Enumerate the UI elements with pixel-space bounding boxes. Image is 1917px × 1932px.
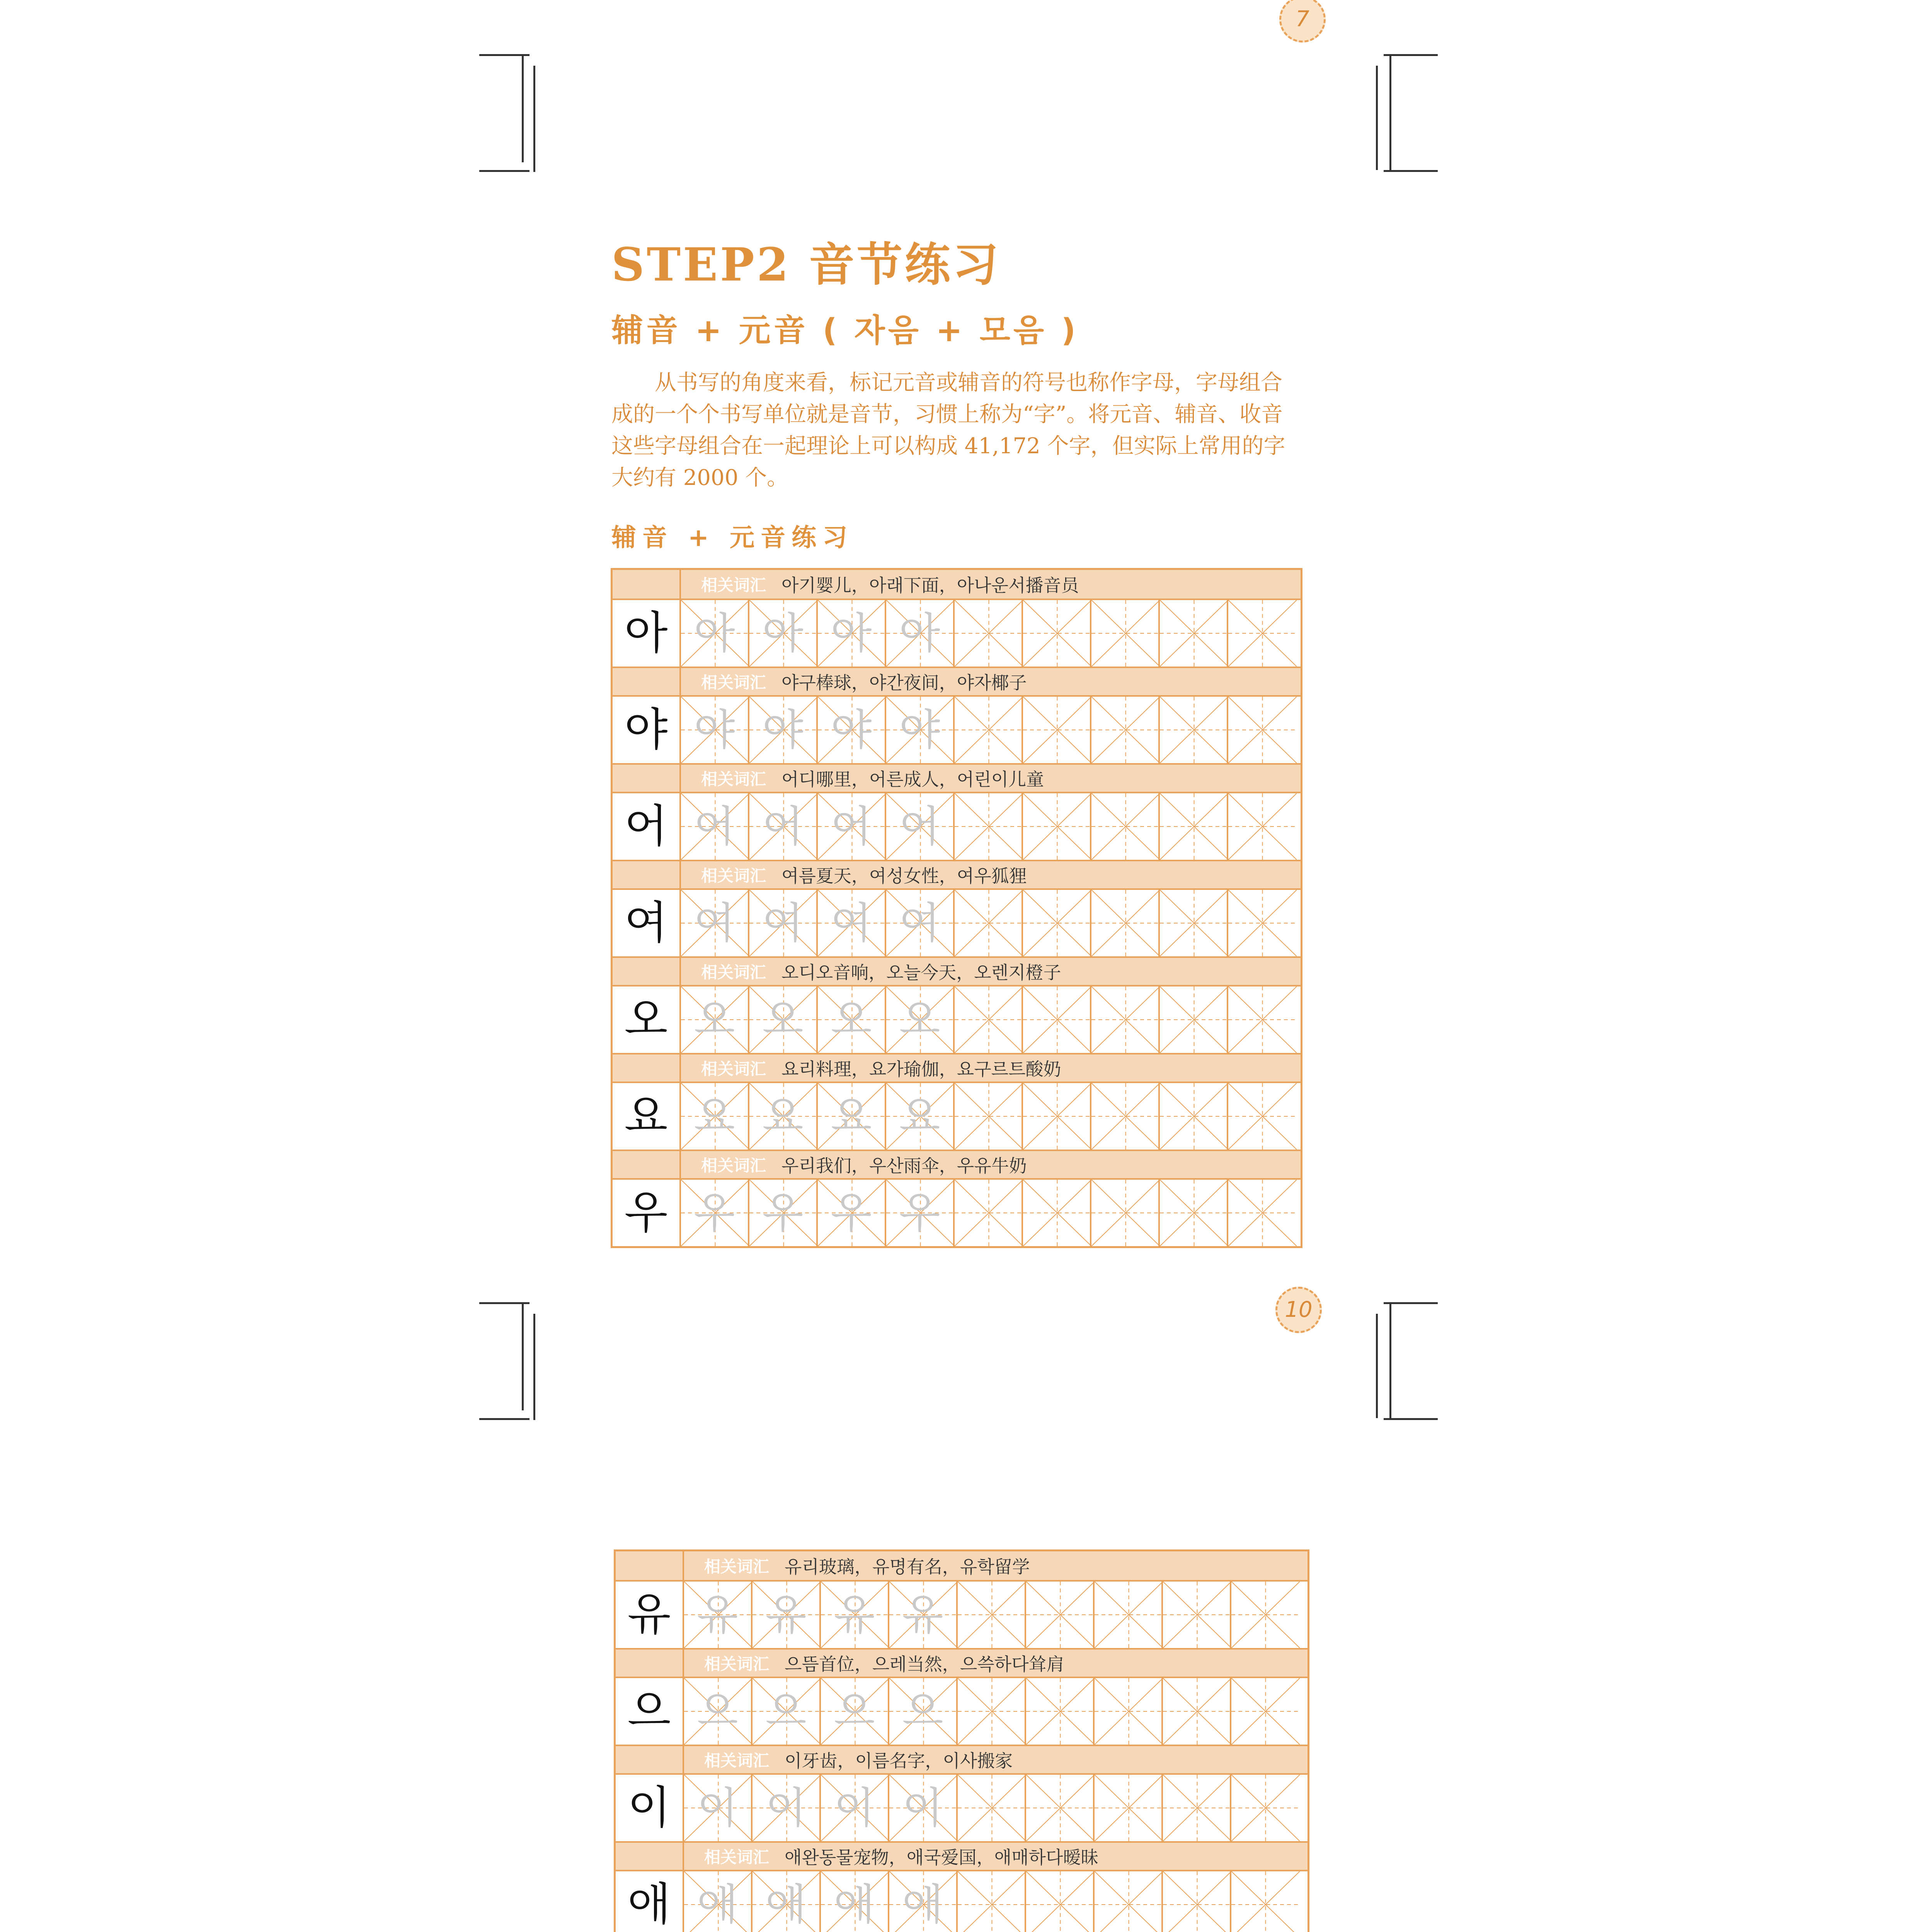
vocab-text: 오디오音响，오늘今天，오렌지橙子 — [781, 962, 1061, 983]
writing-grid-row — [616, 1580, 1308, 1648]
blank-practice-cell[interactable] — [1160, 1083, 1228, 1150]
blank-practice-cell[interactable] — [955, 890, 1023, 956]
blank-practice-cell[interactable] — [1095, 1871, 1163, 1932]
grid-guide-lines — [1023, 1083, 1091, 1150]
writing-grid-row — [613, 985, 1301, 1053]
vocab-tag: 相关词汇 — [704, 1751, 770, 1770]
blank-practice-cell[interactable] — [1163, 1678, 1231, 1745]
trace-syllable: 유 — [765, 1590, 807, 1639]
blank-practice-cell[interactable] — [1091, 697, 1160, 763]
model-syllable-cell — [616, 1678, 684, 1745]
writing-grid-row — [616, 1870, 1308, 1932]
trace-cell[interactable] — [681, 986, 749, 1053]
grid-guide-lines — [1228, 1083, 1297, 1150]
page-10 — [0, 1297, 1917, 1930]
blank-practice-cell[interactable] — [1091, 600, 1160, 667]
trace-syllable: 우 — [899, 1188, 940, 1238]
trace-syllable: 애 — [765, 1880, 807, 1929]
model-syllable-cell — [613, 1083, 681, 1150]
grid-guide-lines — [1023, 697, 1091, 763]
blank-practice-cell[interactable] — [1095, 1775, 1163, 1841]
grid-guide-lines — [1160, 793, 1228, 860]
blank-practice-cell[interactable] — [1023, 697, 1091, 763]
grid-guide-lines — [1231, 1775, 1300, 1841]
practice-row — [613, 667, 1301, 763]
model-syllable: 으 — [627, 1685, 671, 1737]
trace-syllable: 으 — [902, 1687, 943, 1736]
blank-practice-cell[interactable] — [1026, 1871, 1095, 1932]
grid-guide-lines — [1095, 1678, 1163, 1745]
practice-row — [616, 1551, 1308, 1648]
grid-guide-lines — [1023, 793, 1091, 860]
grid-guide-lines — [1091, 793, 1160, 860]
trace-syllable: 으 — [697, 1687, 738, 1736]
grid-guide-lines — [1091, 1180, 1160, 1246]
grid-guide-lines — [955, 600, 1023, 667]
blank-practice-cell[interactable] — [1228, 890, 1297, 956]
page-number-badge: 7 — [1279, 0, 1326, 43]
trace-syllable: 오 — [762, 995, 804, 1044]
trace-cell[interactable] — [749, 986, 818, 1053]
trace-syllable: 야 — [694, 705, 735, 755]
grid-guide-lines — [1228, 1180, 1297, 1246]
vocab-tag: 相关词汇 — [701, 866, 766, 885]
writing-grid-row — [616, 1677, 1308, 1745]
grid-guide-lines — [958, 1582, 1026, 1648]
trace-cell[interactable] — [749, 600, 818, 667]
vocab-tag: 相关词汇 — [701, 1060, 766, 1078]
trace-cell[interactable] — [752, 1678, 821, 1745]
grid-guide-lines — [1095, 1775, 1163, 1841]
grid-guide-lines — [1095, 1582, 1163, 1648]
trace-cell[interactable] — [821, 1582, 889, 1648]
trace-cell[interactable] — [818, 1083, 886, 1150]
blank-practice-cell[interactable] — [955, 1180, 1023, 1246]
header-spacer — [616, 1551, 684, 1580]
grid-guide-lines — [955, 986, 1023, 1053]
trace-cell[interactable] — [749, 697, 818, 763]
trace-syllable: 여 — [694, 898, 735, 948]
grid-guide-lines — [1228, 697, 1297, 763]
vocab-text: 우리我们，우산雨伞，우유牛奶 — [781, 1155, 1027, 1176]
vocab-tag: 相关词汇 — [704, 1655, 770, 1673]
grid-guide-lines — [1228, 986, 1297, 1053]
trace-cell[interactable] — [681, 1180, 749, 1246]
blank-practice-cell[interactable] — [1023, 890, 1091, 956]
vocab-text: 으뜸首位，으레当然，으쓱하다耸肩 — [785, 1654, 1064, 1675]
model-syllable: 이 — [627, 1782, 671, 1834]
trace-cell[interactable] — [886, 600, 955, 667]
vocab-text: 이牙齿，이름名字，이사搬家 — [785, 1750, 1013, 1771]
trace-syllable: 야 — [762, 705, 804, 755]
header-spacer — [616, 1650, 684, 1677]
header-spacer — [613, 570, 681, 599]
trace-cell[interactable] — [749, 1180, 818, 1246]
trace-cell[interactable] — [818, 986, 886, 1053]
grid-guide-lines — [955, 697, 1023, 763]
trace-cell[interactable] — [681, 697, 749, 763]
grid-guide-lines — [958, 1678, 1026, 1745]
trace-cell[interactable] — [684, 1678, 752, 1745]
blank-practice-cell[interactable] — [1026, 1582, 1095, 1648]
trace-syllable: 우 — [831, 1188, 872, 1238]
blank-practice-cell[interactable] — [1023, 1180, 1091, 1246]
vocab-tag: 相关词汇 — [704, 1848, 770, 1867]
page-title: STEP2 音节练习 — [611, 238, 1001, 291]
header-spacer — [613, 1151, 681, 1178]
trace-syllable: 어 — [899, 802, 940, 851]
grid-guide-lines — [1026, 1871, 1095, 1932]
vocab-tag: 相关词汇 — [701, 1156, 766, 1175]
vocab-header — [616, 1841, 1308, 1870]
vocab-tag: 相关词汇 — [701, 673, 766, 692]
trace-syllable: 우 — [694, 1188, 735, 1238]
blank-practice-cell[interactable] — [1228, 600, 1297, 667]
trace-syllable: 으 — [765, 1687, 807, 1736]
grid-guide-lines — [1095, 1871, 1163, 1932]
practice-section-label: 辅音 + 元音练习 — [611, 524, 854, 552]
trace-syllable: 요 — [762, 1092, 804, 1141]
writing-grid-row — [616, 1773, 1308, 1841]
practice-row — [613, 1053, 1301, 1150]
practice-row — [616, 1841, 1308, 1932]
blank-practice-cell[interactable] — [1163, 1871, 1231, 1932]
blank-practice-cell[interactable] — [958, 1775, 1026, 1841]
trace-cell[interactable] — [818, 890, 886, 956]
blank-practice-cell[interactable] — [1091, 1083, 1160, 1150]
grid-guide-lines — [1023, 600, 1091, 667]
blank-practice-cell[interactable] — [1160, 697, 1228, 763]
trace-cell[interactable] — [821, 1775, 889, 1841]
vocab-text: 유리玻璃，유명有名，유학留学 — [785, 1556, 1030, 1577]
writing-grid-row — [613, 792, 1301, 860]
model-syllable: 어 — [624, 800, 668, 852]
vocab-header — [613, 956, 1301, 985]
trace-cell[interactable] — [821, 1678, 889, 1745]
trace-syllable: 오 — [899, 995, 940, 1044]
trace-syllable: 요 — [831, 1092, 872, 1141]
model-syllable: 야 — [624, 704, 668, 756]
blank-practice-cell[interactable] — [1095, 1678, 1163, 1745]
blank-practice-cell[interactable] — [955, 600, 1023, 667]
writing-grid-row — [613, 1178, 1301, 1246]
practice-row — [613, 860, 1301, 956]
blank-practice-cell[interactable] — [1091, 986, 1160, 1053]
grid-guide-lines — [1228, 793, 1297, 860]
grid-guide-lines — [1026, 1678, 1095, 1745]
trace-syllable: 이 — [697, 1783, 738, 1833]
vocab-text: 여름夏天，여성女性，여우狐狸 — [781, 866, 1027, 886]
trace-syllable: 아 — [899, 609, 940, 658]
writing-grid-row — [613, 1082, 1301, 1150]
grid-guide-lines — [1026, 1775, 1095, 1841]
grid-guide-lines — [1231, 1871, 1300, 1932]
trace-cell[interactable] — [752, 1775, 821, 1841]
grid-guide-lines — [1231, 1678, 1300, 1745]
trace-cell[interactable] — [681, 890, 749, 956]
trace-cell[interactable] — [818, 1180, 886, 1246]
blank-practice-cell[interactable] — [1026, 1678, 1095, 1745]
trace-syllable: 여 — [762, 898, 804, 948]
trace-syllable: 유 — [834, 1590, 875, 1639]
blank-practice-cell[interactable] — [1160, 600, 1228, 667]
trace-cell[interactable] — [752, 1582, 821, 1648]
grid-guide-lines — [1228, 890, 1297, 956]
blank-practice-cell[interactable] — [1023, 986, 1091, 1053]
grid-guide-lines — [955, 1083, 1023, 1150]
grid-guide-lines — [1091, 697, 1160, 763]
model-syllable: 요 — [624, 1090, 668, 1142]
trace-syllable: 아 — [694, 609, 735, 658]
vocab-header — [613, 570, 1301, 599]
blank-practice-cell[interactable] — [1228, 986, 1297, 1053]
vocab-header — [613, 1150, 1301, 1178]
model-syllable-cell — [613, 793, 681, 860]
blank-practice-cell[interactable] — [958, 1871, 1026, 1932]
trace-syllable: 아 — [762, 609, 804, 658]
trace-cell[interactable] — [886, 986, 955, 1053]
vocab-text: 애완동물宠物，애국爱国，애매하다暧昧 — [785, 1847, 1099, 1868]
blank-practice-cell[interactable] — [1231, 1678, 1300, 1745]
practice-row — [616, 1745, 1308, 1841]
trace-cell[interactable] — [749, 1083, 818, 1150]
trace-syllable: 유 — [902, 1590, 943, 1639]
header-spacer — [613, 861, 681, 888]
trace-cell[interactable] — [681, 793, 749, 860]
vocab-header — [613, 763, 1301, 792]
page-number-badge: 10 — [1275, 1287, 1322, 1333]
trace-cell[interactable] — [749, 890, 818, 956]
grid-guide-lines — [1160, 600, 1228, 667]
trace-syllable: 오 — [831, 995, 872, 1044]
trace-cell[interactable] — [889, 1582, 958, 1648]
grid-guide-lines — [958, 1775, 1026, 1841]
grid-guide-lines — [1160, 1083, 1228, 1150]
trace-cell[interactable] — [886, 890, 955, 956]
trace-syllable: 으 — [834, 1687, 875, 1736]
model-syllable: 오 — [624, 993, 668, 1046]
model-syllable: 애 — [627, 1878, 671, 1930]
blank-practice-cell[interactable] — [1231, 1582, 1300, 1648]
model-syllable: 유 — [627, 1588, 671, 1641]
model-syllable-cell — [613, 697, 681, 763]
practice-grid — [611, 568, 1302, 1248]
trace-cell[interactable] — [886, 793, 955, 860]
blank-practice-cell[interactable] — [1160, 1180, 1228, 1246]
model-syllable-cell — [613, 986, 681, 1053]
trace-syllable: 야 — [831, 705, 872, 755]
blank-practice-cell[interactable] — [955, 1083, 1023, 1150]
grid-guide-lines — [1163, 1582, 1231, 1648]
trace-cell[interactable] — [889, 1678, 958, 1745]
grid-guide-lines — [1160, 986, 1228, 1053]
grid-guide-lines — [1023, 1180, 1091, 1246]
blank-practice-cell[interactable] — [958, 1678, 1026, 1745]
grid-guide-lines — [1026, 1582, 1095, 1648]
blank-practice-cell[interactable] — [1023, 793, 1091, 860]
blank-practice-cell[interactable] — [1160, 986, 1228, 1053]
writing-grid-row — [613, 888, 1301, 956]
trace-syllable: 여 — [831, 898, 872, 948]
practice-row — [616, 1648, 1308, 1745]
header-spacer — [616, 1746, 684, 1773]
trace-cell[interactable] — [684, 1871, 752, 1932]
grid-guide-lines — [1163, 1678, 1231, 1745]
grid-guide-lines — [1231, 1582, 1300, 1648]
vocab-text: 요리料理，요가瑜伽，요구르트酸奶 — [781, 1059, 1061, 1080]
blank-practice-cell[interactable] — [1023, 1083, 1091, 1150]
blank-practice-cell[interactable] — [958, 1582, 1026, 1648]
grid-guide-lines — [1163, 1775, 1231, 1841]
writing-grid-row — [613, 599, 1301, 667]
vocab-header — [616, 1551, 1308, 1580]
blank-practice-cell[interactable] — [1091, 793, 1160, 860]
trace-cell[interactable] — [886, 697, 955, 763]
trace-syllable: 어 — [762, 802, 804, 851]
blank-practice-cell[interactable] — [1228, 1083, 1297, 1150]
model-syllable: 여 — [624, 897, 668, 949]
grid-guide-lines — [1091, 600, 1160, 667]
grid-guide-lines — [955, 890, 1023, 956]
trace-syllable: 애 — [697, 1880, 738, 1929]
practice-row — [613, 763, 1301, 860]
grid-guide-lines — [1023, 986, 1091, 1053]
trace-cell[interactable] — [684, 1582, 752, 1648]
grid-guide-lines — [1160, 1180, 1228, 1246]
model-syllable-cell — [613, 600, 681, 667]
vocab-text: 야구棒球，야간夜间，야자椰子 — [781, 672, 1027, 693]
trace-cell[interactable] — [681, 600, 749, 667]
grid-guide-lines — [1160, 697, 1228, 763]
header-spacer — [616, 1843, 684, 1870]
trace-syllable: 어 — [831, 802, 872, 851]
grid-guide-lines — [1091, 986, 1160, 1053]
vocab-header — [616, 1745, 1308, 1773]
trace-cell[interactable] — [818, 600, 886, 667]
blank-practice-cell[interactable] — [955, 697, 1023, 763]
model-syllable-cell — [616, 1775, 684, 1841]
blank-practice-cell[interactable] — [955, 793, 1023, 860]
blank-practice-cell[interactable] — [1228, 697, 1297, 763]
header-spacer — [613, 1054, 681, 1082]
vocab-header — [613, 667, 1301, 695]
vocab-text: 어디哪里，어른成人，어린이儿童 — [781, 769, 1044, 790]
blank-practice-cell[interactable] — [1023, 600, 1091, 667]
vocab-tag: 相关词汇 — [701, 576, 766, 595]
trace-syllable: 아 — [831, 609, 872, 658]
trace-syllable: 애 — [902, 1880, 943, 1929]
trace-cell[interactable] — [818, 793, 886, 860]
practice-row — [613, 956, 1301, 1053]
trace-cell[interactable] — [886, 1180, 955, 1246]
trace-syllable: 이 — [902, 1783, 943, 1833]
trace-syllable: 이 — [834, 1783, 875, 1833]
trace-syllable: 요 — [899, 1092, 940, 1141]
blank-practice-cell[interactable] — [1231, 1871, 1300, 1932]
writing-grid-row — [613, 695, 1301, 763]
trace-cell[interactable] — [684, 1775, 752, 1841]
grid-guide-lines — [1163, 1871, 1231, 1932]
section-subtitle: 辅音 + 元音 ( 자음 + 모음 ) — [611, 312, 1079, 349]
trace-cell[interactable] — [821, 1871, 889, 1932]
vocab-text: 아기婴儿，아래下面，아나운서播音员 — [781, 575, 1079, 596]
vocab-tag: 相关词汇 — [701, 770, 766, 789]
vocab-tag: 相关词汇 — [704, 1557, 770, 1576]
trace-cell[interactable] — [818, 697, 886, 763]
trace-cell[interactable] — [749, 793, 818, 860]
header-spacer — [613, 765, 681, 792]
header-spacer — [613, 668, 681, 695]
intro-paragraph: 从书写的角度来看，标记元音或辅音的符号也称作字母，字母组合成的一个个书写单位就是音节，习惯上称为“字”。将元音、辅音、收音这些字母组合在一起理论上可以构成 41,172 个字，但实际上常用的字大约有 2000 个。 — [611, 370, 1285, 490]
blank-practice-cell[interactable] — [1091, 890, 1160, 956]
blank-practice-cell[interactable] — [955, 986, 1023, 1053]
grid-guide-lines — [1160, 890, 1228, 956]
grid-guide-lines — [1091, 890, 1160, 956]
grid-guide-lines — [1023, 890, 1091, 956]
trace-syllable: 이 — [765, 1783, 807, 1833]
trace-syllable: 어 — [694, 802, 735, 851]
trace-syllable: 야 — [899, 705, 940, 755]
model-syllable-cell — [613, 1180, 681, 1246]
vocab-tag: 相关词汇 — [701, 963, 766, 982]
trace-syllable: 오 — [694, 995, 735, 1044]
trace-cell[interactable] — [889, 1871, 958, 1932]
practice-row — [613, 570, 1301, 667]
blank-practice-cell[interactable] — [1228, 793, 1297, 860]
model-syllable-cell — [616, 1582, 684, 1648]
blank-practice-cell[interactable] — [1163, 1582, 1231, 1648]
grid-guide-lines — [955, 1180, 1023, 1246]
practice-row — [613, 1150, 1301, 1246]
header-spacer — [613, 958, 681, 985]
blank-practice-cell[interactable] — [1095, 1582, 1163, 1648]
grid-guide-lines — [1091, 1083, 1160, 1150]
blank-practice-cell[interactable] — [1160, 890, 1228, 956]
trace-syllable: 우 — [762, 1188, 804, 1238]
blank-practice-cell[interactable] — [1091, 1180, 1160, 1246]
model-syllable-cell — [616, 1871, 684, 1932]
trace-syllable: 애 — [834, 1880, 875, 1929]
vocab-header — [613, 860, 1301, 888]
trace-cell[interactable] — [886, 1083, 955, 1150]
blank-practice-cell[interactable] — [1231, 1775, 1300, 1841]
model-syllable-cell — [613, 890, 681, 956]
grid-guide-lines — [1228, 600, 1297, 667]
blank-practice-cell[interactable] — [1228, 1180, 1297, 1246]
trace-syllable: 요 — [694, 1092, 735, 1141]
blank-practice-cell[interactable] — [1163, 1775, 1231, 1841]
trace-syllable: 유 — [697, 1590, 738, 1639]
grid-guide-lines — [955, 793, 1023, 860]
vocab-header — [616, 1648, 1308, 1677]
trace-cell[interactable] — [752, 1871, 821, 1932]
trace-cell[interactable] — [681, 1083, 749, 1150]
vocab-header — [613, 1053, 1301, 1082]
trace-cell[interactable] — [889, 1775, 958, 1841]
trace-syllable: 여 — [899, 898, 940, 948]
practice-grid — [614, 1549, 1309, 1932]
model-syllable: 아 — [624, 607, 668, 659]
blank-practice-cell[interactable] — [1026, 1775, 1095, 1841]
blank-practice-cell[interactable] — [1160, 793, 1228, 860]
grid-guide-lines — [958, 1871, 1026, 1932]
model-syllable: 우 — [624, 1187, 668, 1239]
